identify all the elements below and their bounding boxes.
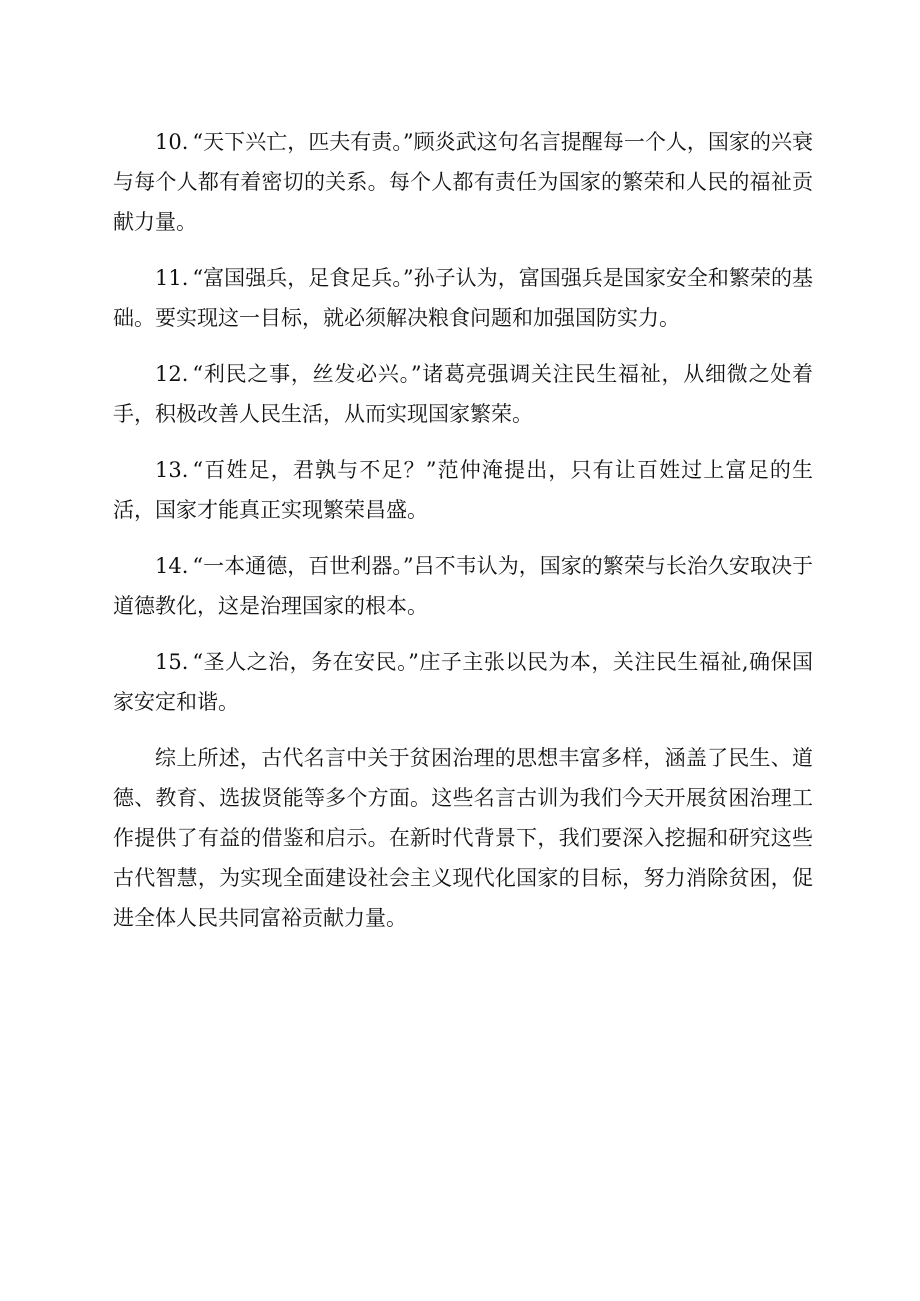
paragraph-11 [113, 258, 813, 338]
paragraph-text: “天下兴亡，匹夫有责。”顾炎武这句名言提醒每一个人，国家的兴衰与每个人都有着密切的关系。每个人都有责任为国家的繁荣和人民的福祉贡献力量。 [113, 130, 813, 234]
paragraph-number: 13. [155, 458, 189, 482]
conclusion-paragraph: 综上所述，古代名言中关于贫困治理的思想丰富多样，涵盖了民生、道德、教育、选拔贤能等多个方面。这些名言古训为我们今天开展贫困治理工作提供了有益的借鉴和启示。在新时代背景下，我们要深入挖掘和研究这些古代智慧，为实现全面建设社会主义现代化国家的目标，努力消除贫困，促进全体人民共同富裕贡献力量。 [113, 746, 813, 930]
paragraph-text: “圣人之治，务在安民。”庄子主张以民为本，关注民生福祉,确保国家安定和谐。 [113, 650, 813, 714]
paragraph-10 [113, 122, 813, 242]
paragraph-14 [113, 546, 813, 626]
paragraph-text: “富国强兵，足食足兵。”孙子认为，富国强兵是国家安全和繁荣的基础。要实现这一目标，就必须解决粮食问题和加强国防实力。 [113, 266, 813, 330]
paragraph-15 [113, 642, 813, 722]
paragraph-number: 14. [155, 554, 189, 578]
paragraph-text: “一本通德，百世利器。”吕不韦认为，国家的繁荣与长治久安取决于道德教化，这是治理国家的根本。 [113, 554, 813, 618]
paragraph-12 [113, 354, 813, 434]
paragraph-number: 12. [155, 362, 189, 386]
paragraph-number: 15. [155, 650, 189, 674]
paragraph-number: 11. [155, 266, 189, 290]
paragraph-text: “百姓足，君孰与不足？”范仲淹提出，只有让百姓过上富足的生活，国家才能真正实现繁荣昌盛。 [113, 458, 813, 522]
paragraph-13 [113, 450, 813, 530]
document-body [113, 122, 813, 954]
paragraph-text: “利民之事，丝发必兴。”诸葛亮强调关注民生福祉，从细微之处着手，积极改善人民生活，从而实现国家繁荣。 [113, 362, 813, 426]
paragraph-number: 10. [155, 130, 189, 154]
